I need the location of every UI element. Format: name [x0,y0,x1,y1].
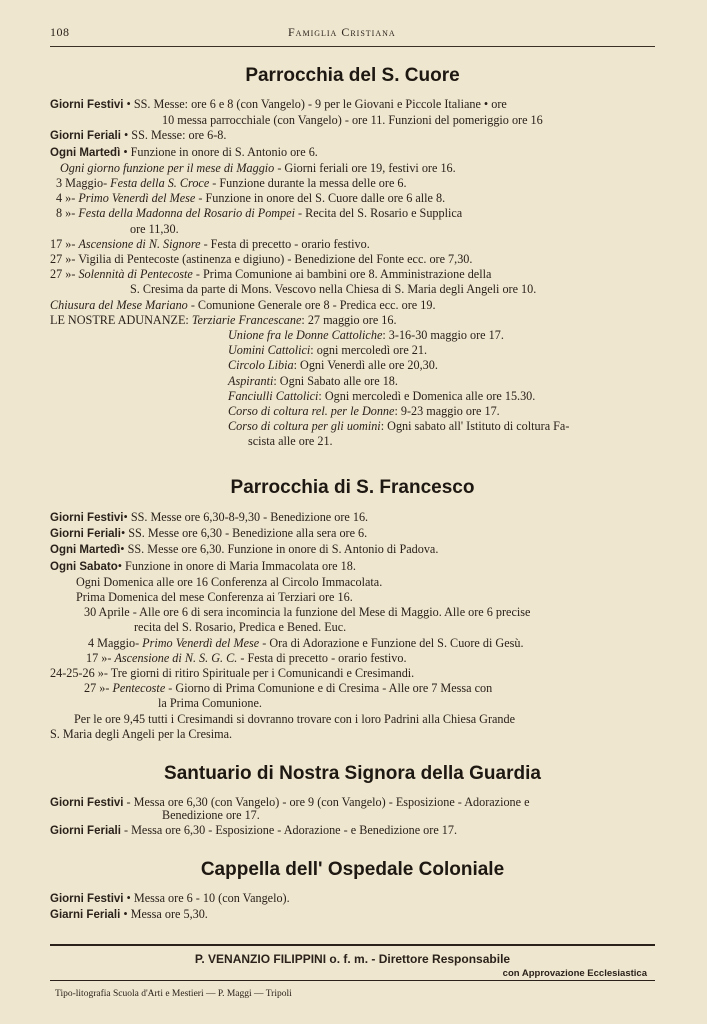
meeting-line: Uomini Cattolici: ogni mercoledì ore 21. [228,343,428,358]
header-rule [50,46,655,47]
paragraph-line: Prima Domenica del mese Conferenza ai Terziari ore 16. [76,590,353,605]
meeting-line: Fanciulli Cattolici: Ogni mercoledì e Domenica alle ore 15.30. [228,388,536,403]
event-line: 27 »- Pentecoste - Giorno di Prima Comunione e di Cresima - Alle ore 7 Messa con [84,681,493,696]
footer-rule [50,944,655,946]
event-line-cont: la Prima Comunione. [158,696,262,711]
section-title: Parrocchia di S. Francesco [230,477,475,498]
schedule-line: Giorni Festivi • SS. Messe: ore 6 e 8 (con Vangelo) - 9 per le Giovani e Piccole Italiane • ore [50,97,507,111]
section-santuario [50,762,655,840]
running-title: Famiglia Cristiana [288,25,396,39]
event-line: 4 Maggio- Primo Venerdì del Mese - Ora di Adorazione e Funzione del S. Cuore di Gesù. [88,635,524,650]
schedule-line: Ogni giorno funzione per il mese di Maggio - Giorni feriali ore 19, festivi ore 16. [60,160,456,175]
meeting-line: Unione fra le Donne Cattoliche: 3-16-30 maggio ore 17. [228,328,504,343]
event-line: 4 »- Primo Venerdì del Mese - Funzione in onore del S. Cuore dalle ore 6 alle 8. [56,191,446,206]
printer-line: Tipo-litografia Scuola d'Arti e Mestieri — P. Maggi — Tripoli [55,989,292,999]
schedule-line-cont: Benedizione ore 17. [162,808,260,823]
running-head [50,25,655,45]
paragraph-line: Per le ore 9,45 tutti i Cresimandi si dovranno trovare con i loro Padrini alla Chiesa Grande [74,711,516,726]
meeting-line: LE NOSTRE ADUNANZE: Terziarie Francescane: 27 maggio ore 16. [50,312,397,327]
schedule-line: Ogni Martedì • Funzione in onore di S. Antonio ore 6. [50,144,318,159]
event-line: 30 Aprile - Alle ore 6 di sera incomincia la funzione del Mese di Maggio. Alle ore 6 precise [84,605,531,620]
section-title: Santuario di Nostra Signora della Guardia [164,763,541,784]
meeting-line: Corso di coltura rel. per le Donne: 9-23 maggio ore 17. [228,404,500,419]
meeting-line: Aspiranti: Ogni Sabato alle ore 18. [228,373,398,388]
meeting-line: Circolo Libia: Ogni Venerdì alle ore 20,30. [228,358,438,373]
event-line: 24-25-26 »- Tre giorni di ritiro Spirituale per i Comunicandi e Cresimandi. [50,666,415,681]
schedule-line: Giorni Festivi • Messa ore 6 - 10 (con Vangelo). [50,891,290,905]
meeting-line: Corso di coltura per gli uomini: Ogni sabato all' Istituto di coltura Fa- [228,419,570,434]
event-line-cont: ore 11,30. [130,221,179,236]
schedule-line: Giorni Feriali • SS. Messe: ore 6-8. [50,128,227,143]
director-line: P. VENANZIO FILIPPINI o. f. m. - Direttore Responsabile [194,952,511,966]
section-title: Parrocchia del S. Cuore [245,65,460,86]
schedule-line: Giorni Festivi• SS. Messe ore 6,30-8-9,30 - Benedizione ore 16. [50,510,369,524]
schedule-line: Giorni Feriali - Messa ore 6,30 - Esposizione - Adorazione - e Benedizione ore 17. [50,823,458,838]
section-cappella [50,858,655,923]
event-line-cont: S. Cresima da parte di Mons. Vescovo nella Chiesa di S. Maria degli Angeli ore 10. [130,282,537,297]
section-san-francesco [50,476,655,742]
event-line: 17 »- Ascensione di N. S. G. C. - Festa di precetto - orario festivo. [86,650,407,665]
schedule-line: Giorni Festivi - Messa ore 6,30 (con Vangelo) - ore 9 (con Vangelo) - Esposizione - Adorazione e [50,795,530,809]
closing-line: Chiusura del Mese Mariano - Comunione Generale ore 8 - Predica ecc. ore 19. [50,297,436,312]
paragraph-line-cont: S. Maria degli Angeli per la Cresima. [50,726,233,741]
event-line-cont: recita del S. Rosario, Predica e Bened. Euc. [134,620,347,635]
section-title: Cappella dell' Ospedale Coloniale [200,859,505,880]
page-number: 108 [50,25,70,39]
paragraph-line: Ogni Domenica alle ore 16 Conferenza al Circolo Immacolata. [76,574,383,589]
meeting-line-cont: scista alle ore 21. [248,434,333,449]
event-line: 8 »- Festa della Madonna del Rosario di Pompei - Recita del S. Rosario e Supplica [56,206,463,221]
event-line: 3 Maggio- Festa della S. Croce - Funzione durante la messa delle ore 6. [56,176,407,191]
section-sacro-cuore [50,64,655,450]
footer-rule-thin [50,980,655,981]
schedule-line-cont: 10 messa parrocchiale (con Vangelo) - ore 11. Funzioni del pomeriggio ore 16 [162,113,543,128]
schedule-line: Giorni Feriali• SS. Messe ore 6,30 - Benedizione alla sera ore 6. [50,526,368,541]
event-line: 27 »- Vigilia di Pentecoste (astinenza e digiuno) - Benedizione del Fonte ecc. ore 7,30. [50,252,473,267]
schedule-line: Giarni Feriali • Messa ore 5,30. [50,907,208,922]
event-line: 27 »- Solennità di Pentecoste - Prima Comunione ai bambini ore 8. Amministrazione della [50,267,492,282]
schedule-line: Ogni Martedì• SS. Messe ore 6,30. Funzione in onore di S. Antonio di Padova. [50,542,439,557]
schedule-line: Ogni Sabato• Funzione in onore di Maria Immacolata ore 18. [50,558,356,573]
approval-line: con Approvazione Ecclesiastica [502,968,647,979]
event-line: 17 »- Ascensione di N. Signore - Festa di precetto - orario festivo. [50,236,370,251]
